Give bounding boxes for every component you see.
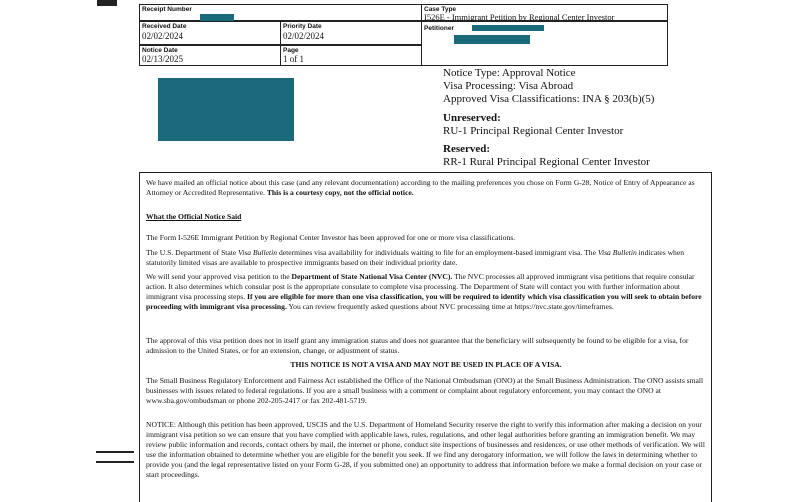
approved-classifications: Approved Visa Classifications: INA § 203(b)(5): [443, 93, 655, 105]
page-value: 1 of 1: [283, 54, 304, 64]
paragraph-approved: [146, 233, 706, 243]
received-date-box: [139, 21, 281, 45]
case-type-value: I526E - Immigrant Petition by Regional Center Investor: [424, 12, 615, 22]
notice-date-label: Notice Date: [142, 47, 178, 54]
petitioner-redacted-2: [454, 35, 530, 44]
reserved-label: Reserved:: [443, 143, 491, 155]
visa-processing: Visa Processing: Visa Abroad: [443, 80, 574, 92]
section-heading: [146, 212, 706, 222]
p2-part-a: The U.S. Department of State: [146, 248, 239, 257]
notice-type: Notice Type: Approval Notice: [443, 67, 576, 79]
p3-eligible-bold: If you are eligible for more than one visa classification, you will be required to identify which visa classification you will seek to obtain before proceeding with immigrant visa processing.: [146, 292, 702, 311]
receipt-number-box: [139, 4, 422, 21]
p3-nvc-bold: Department of State National Visa Center (NVC).: [291, 272, 453, 281]
petitioner-label: Petitioner: [424, 25, 454, 32]
priority-date-box: [280, 21, 422, 45]
paragraph-ombudsman: [146, 376, 706, 406]
received-date-value: 02/02/2024: [142, 31, 184, 41]
unreserved-label: Unreserved:: [443, 112, 501, 124]
notice-date-value: 02/13/2025: [142, 54, 184, 64]
notice-date-box: [139, 45, 281, 66]
margin-mark-2: [96, 461, 134, 463]
intro-paragraph: [146, 178, 706, 198]
paragraph-approval-status-text: The approval of this visa petition does not in itself grant any immigration status and does not guarantee that the beneficiary will subsequently be found to be eligible for a visa, for admission to the United States, or for an extension, change, or adjustment of status.: [146, 336, 689, 355]
priority-date-label: Priority Date: [283, 23, 322, 30]
petitioner-redacted-1: [472, 25, 544, 31]
case-type-label: Case Type: [424, 6, 457, 13]
warning-line: [146, 360, 706, 370]
receipt-number-label: Receipt Number: [142, 6, 192, 13]
paragraph-ombudsman-text: The Small Business Regulatory Enforcement and Fairness Act established the Office of the National Ombudsman (ONO) at the Small Business Administration. The ONO assists small businesses with issues related to federal regulations. If you are a small business with a comment or complaint about regulatory enforcement, you may contact the ONO at www.sba.gov/ombudsman or phone 202-205-2417 or fax 202-481-5719.: [146, 376, 704, 405]
p2-visa-bulletin-2: Visa Bulletin: [597, 248, 637, 257]
receipt-number-redacted: [200, 14, 234, 21]
page-box: [280, 45, 422, 66]
section-heading-text: What the Official Notice Said: [146, 212, 242, 221]
p3-part-e: You can review frequently asked questions about NVC processing time at https://nvc.state.gov/timeframes.: [286, 302, 614, 311]
reserved-value: RR-1 Rural Principal Regional Center Investor: [443, 156, 650, 168]
paragraph-approval-status: [146, 336, 706, 356]
p2-part-c: determines visa availability for individuals waiting to file for an employment-based immigrant visa. The: [277, 248, 598, 257]
unreserved-value: RU-1 Principal Regional Center Investor: [443, 125, 624, 137]
petitioner-box: [421, 21, 668, 66]
page-label: Page: [283, 47, 299, 54]
case-type-box: [421, 4, 668, 21]
warning-text: THIS NOTICE IS NOT A VISA AND MAY NOT BE USED IN PLACE OF A VISA.: [290, 360, 562, 369]
priority-date-value: 02/02/2024: [283, 31, 325, 41]
intro-text: We have mailed an official notice about this case (and any relevant documentation) according to the mailing preferences you chose on Form G-28, Notice of Entry of Appearance as Attorney or Accredited Representative.: [146, 178, 695, 197]
corner-mark: [97, 0, 117, 6]
p3-part-c: The NVC processes all approved immigrant visa petitions that require consular action. It also determines which consular post is the appropriate consulate to complete visa processing. The Department of State will contact you with further information about immigrant visa processing steps.: [146, 272, 695, 301]
p2-visa-bulletin-1: Visa Bulletin: [238, 248, 278, 257]
p2-part-e: indicates when statutorily limited visas are available to prospective immigrants based on their individual priority date.: [146, 248, 685, 267]
p3-part-a: We will send your approved visa petition to the: [146, 272, 292, 281]
received-date-label: Received Date: [142, 23, 187, 30]
margin-mark-1: [96, 451, 134, 453]
paragraph-verification-notice-text: NOTICE: Although this petition has been approved, USCIS and the U.S. Department of Homeland Security reserve the right to verify this information after making a decision on your immigrant visa petition so we can ensure that you have complied with applicable laws, rules, regulations, and other legal authorities before granting an immigration benefit. We may review public information and records, contact others by mail, the internet or phone, conduct site inspections of businesses and residences, or use other methods of verification. We will use the information obtained to determine whether you are eligible for the benefit you seek. If we find any derogatory information, we will follow the laws in determining whether to provide you (and the legal representative listed on your Form G-28, if you submitted one) an opportunity to address that information before we make a formal decision on your case or start proceedings.: [146, 420, 705, 479]
paragraph-approved-text: The Form I-526E Immigrant Petition by Regional Center Investor has been approved for one or more visa classifications.: [146, 233, 516, 242]
intro-bold: This is a courtesy copy, not the official notice.: [266, 188, 414, 197]
paragraph-visa-bulletin: [146, 248, 706, 268]
paragraph-verification-notice: [146, 420, 706, 480]
addressee-redacted: [158, 78, 294, 141]
paragraph-nvc: [146, 272, 706, 312]
